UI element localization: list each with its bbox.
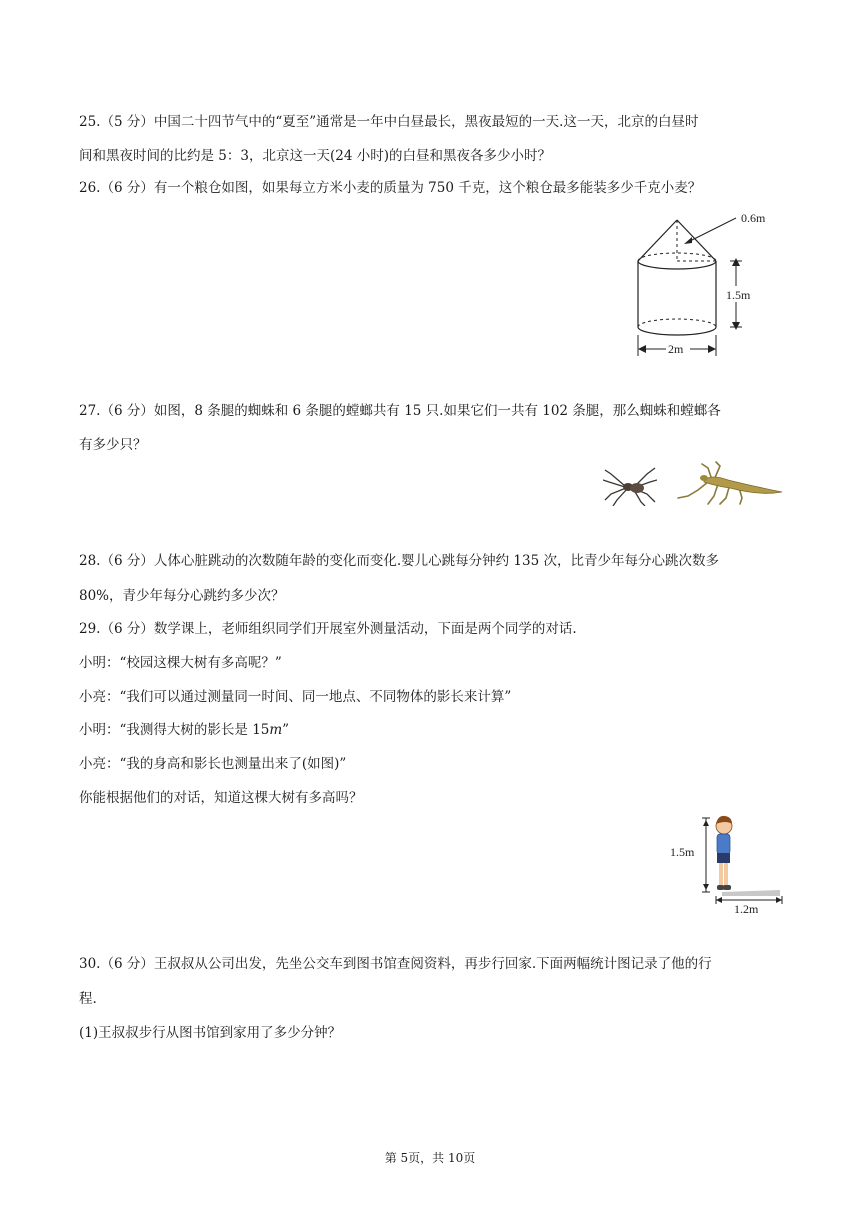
height-arrow-down (732, 322, 740, 330)
cone-left-edge (638, 220, 677, 261)
spider-image (603, 466, 657, 506)
top-ellipse-front (638, 261, 716, 269)
boy-image (716, 816, 732, 890)
q30-line-3: (1)王叔叔步行从图书馆到家用了多少分钟？ (79, 1025, 342, 1041)
q28-line-1: 28.（6 分）人体心脏跳动的次数随年龄的变化而变化.婴儿心跳每分钟约 135 次，比青少年每分心跳次数多 (79, 553, 719, 569)
cone-right-edge (677, 220, 716, 261)
height-label: 1.5m (670, 845, 695, 859)
q30-line-1: 30.（6 分）王叔叔从公司出发，先坐公交车到图书馆查阅资料，再步行回家.下面两幅统计图记录了他的行 (79, 956, 712, 972)
q28-line-2: 80%，青少年每分心跳约多少次？ (79, 588, 285, 604)
q29-line-5: 小亮：“我的身高和影长也测量出来了(如图)” (79, 756, 347, 772)
radius-arrow (684, 237, 692, 244)
q26-line-1: 26.（6 分）有一个粮仓如图，如果每立方米小麦的质量为 750 千克，这个粮仓最多能装多少千克小麦？ (79, 180, 702, 196)
bottom-ellipse-back (638, 319, 716, 327)
radius-label: 0.6m (741, 211, 766, 225)
shadow-label: 1.2m (734, 902, 759, 916)
radius-leader (688, 218, 736, 242)
height-arrow-up (732, 258, 740, 266)
q29-line-1: 29.（6 分）数学课上，老师组织同学们开展室外测量活动，下面是两个同学的对话. (79, 621, 577, 637)
mantis-image (668, 460, 786, 506)
q29-line-2: 小明：“校园这棵大树有多高呢？” (79, 655, 282, 671)
granary-figure (628, 206, 788, 358)
height-label: 1.5m (726, 288, 751, 302)
q29-line-3: 小亮：“我们可以通过测量同一时间、同一地点、不同物体的影长来计算” (79, 689, 512, 705)
q30-line-2: 程. (79, 991, 97, 1007)
q29-line-6: 你能根据他们的对话，知道这棵大树有多高吗？ (79, 790, 363, 806)
q27-line-2: 有多少只？ (79, 437, 147, 453)
q27-line-1: 27.（6 分）如图，8 条腿的蜘蛛和 6 条腿的螳螂共有 15 只.如果它们一共有 102 条腿，那么蜘蛛和螳螂各 (79, 403, 721, 419)
q29-line-4: 小明：“我测得大树的影长是 15𝑚” (79, 722, 290, 738)
q25-line-2: 间和黑夜时间的比约是 5：3，北京这一天(24 小时)的白昼和黑夜各多少小时？ (79, 148, 551, 164)
shadow-shape (722, 890, 780, 896)
page-footer: 第 5页，共 10页 (384, 1151, 476, 1165)
q25-line-1: 25.（5 分）中国二十四节气中的“夏至”通常是一年中白昼最长，黑夜最短的一天.这一天，北京的白昼时 (79, 114, 699, 130)
diameter-label: 2m (668, 342, 684, 356)
boy-shadow-figure (668, 812, 786, 916)
bottom-ellipse-front (638, 327, 716, 335)
